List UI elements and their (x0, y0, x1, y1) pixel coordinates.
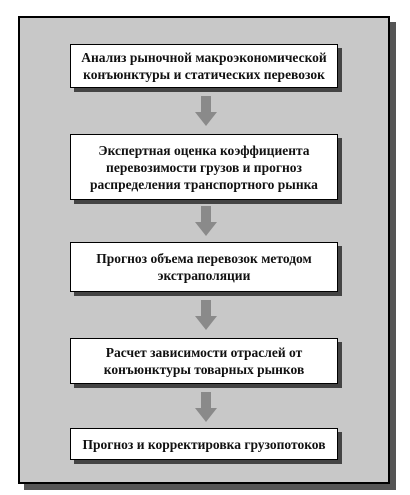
arrow-down-icon (195, 206, 217, 236)
step-1-box: Анализ рыночной макроэкономической конъюнктуры и статических перевозок (70, 44, 338, 88)
arrow-down-icon (195, 300, 217, 330)
arrow-down-icon (195, 96, 217, 126)
step-5-box: Прогноз и корректировка грузопотоков (70, 428, 338, 460)
diagram-frame (18, 16, 390, 484)
step-3-box: Прогноз объема перевозок методом экстраполяции (70, 242, 338, 292)
step-2-box: Экспертная оценка коэффициента перевозимости грузов и прогноз распределения транспортного рынка (70, 134, 338, 200)
arrow-down-icon (195, 392, 217, 422)
step-4-box: Расчет зависимости отраслей от конъюнктуры товарных рынков (70, 338, 338, 384)
